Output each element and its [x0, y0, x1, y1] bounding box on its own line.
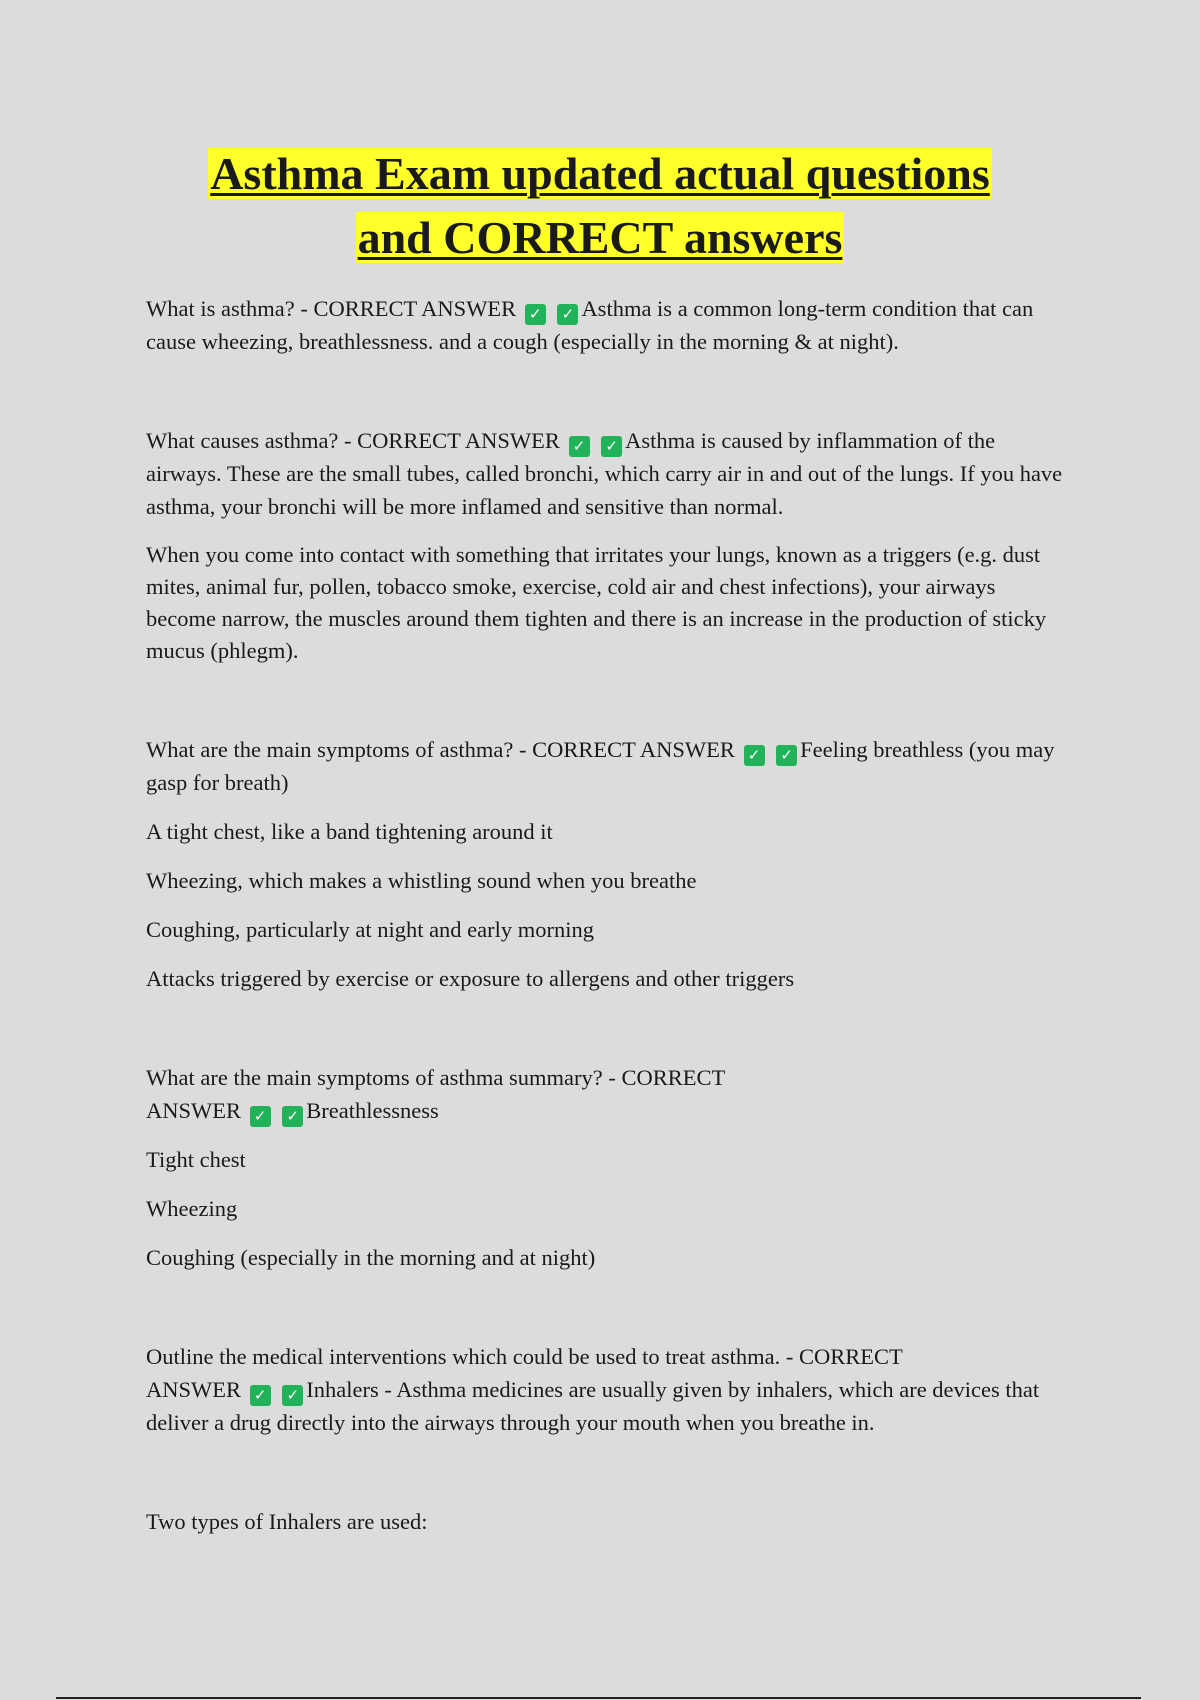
- question-text-continued: ANSWER: [146, 1098, 241, 1123]
- question-text: What are the main symptoms of asthma? - CORRECT ANSWER: [146, 737, 735, 762]
- check-mark-icon: ✓: [601, 436, 622, 457]
- symptom-line: Wheezing: [146, 1196, 238, 1221]
- answer-text: Asthma is caused by inflammation of the airways. These are the small tubes, called bronchi, which carry air in and out of the lungs. If you have asthma, your bronchi will be more inflamed and sensitive than normal.: [146, 428, 1063, 519]
- question-text: What causes asthma? - CORRECT ANSWER: [146, 428, 560, 453]
- qa-paragraph: [146, 292, 1066, 358]
- qa-section-main-symptoms: [146, 733, 1066, 995]
- qa-paragraph: [146, 1340, 1066, 1439]
- symptom-line: A tight chest, like a band tightening around it: [146, 819, 553, 844]
- qa-section-what-causes-asthma: [146, 424, 1066, 667]
- question-text: What is asthma? - CORRECT ANSWER: [146, 296, 517, 321]
- symptom-line: Attacks triggered by exercise or exposure to allergens and other triggers: [146, 966, 795, 991]
- document-title: [0, 142, 1200, 270]
- check-mark-icon: ✓: [776, 745, 797, 766]
- closing-line: Two types of Inhalers are used:: [146, 1509, 428, 1534]
- title-line-2: and CORRECT answers: [357, 212, 843, 263]
- qa-paragraph: [146, 424, 1066, 523]
- answer-text: Feeling breathless (you may gasp for breath): [146, 737, 1055, 795]
- qa-section-medical-interventions: [146, 1340, 1066, 1439]
- document-body: [146, 292, 1066, 1538]
- check-mark-icon: ✓: [282, 1385, 303, 1406]
- qa-section-symptoms-summary: [146, 1061, 1066, 1274]
- check-mark-icon: ✓: [569, 436, 590, 457]
- symptom-line: Coughing, particularly at night and early morning: [146, 917, 595, 942]
- check-mark-icon: ✓: [557, 304, 578, 325]
- check-mark-icon: ✓: [525, 304, 546, 325]
- question-text-continued: ANSWER: [146, 1377, 241, 1402]
- answer-text: Breathlessness: [306, 1098, 439, 1123]
- check-mark-icon: ✓: [744, 745, 765, 766]
- question-text: What are the main symptoms of asthma summary? - CORRECT: [146, 1065, 726, 1090]
- symptom-line: Tight chest: [146, 1147, 246, 1172]
- check-mark-icon: ✓: [282, 1106, 303, 1127]
- answer-continuation: When you come into contact with something that irritates your lungs, known as a triggers (e.g. dust mites, animal fur, pollen, tobacco smoke, exercise, cold air and chest infections), your airways become narrow, the muscles around them tighten and there is an increase in the production of sticky mucus (phlegm).: [146, 542, 1047, 663]
- qa-paragraph: [146, 733, 1066, 799]
- qa-section-what-is-asthma: [146, 292, 1066, 358]
- answer-text: Inhalers - Asthma medicines are usually given by inhalers, which are devices that deliver a drug directly into the airways through your mouth when you breathe in.: [146, 1377, 1040, 1435]
- symptom-line: Coughing (especially in the morning and at night): [146, 1245, 596, 1270]
- title-line-1: Asthma Exam updated actual questions: [210, 148, 990, 199]
- question-text: Outline the medical interventions which could be used to treat asthma. - CORRECT: [146, 1344, 903, 1369]
- answer-text: Asthma is a common long-term condition that can cause wheezing, breathlessness. and a cough (especially in the morning & at night).: [146, 296, 1034, 354]
- page-bottom-rule: [56, 1697, 1141, 1699]
- check-mark-icon: ✓: [250, 1106, 271, 1127]
- check-mark-icon: ✓: [250, 1385, 271, 1406]
- qa-paragraph: [146, 1061, 1066, 1127]
- symptom-line: Wheezing, which makes a whistling sound when you breathe: [146, 868, 697, 893]
